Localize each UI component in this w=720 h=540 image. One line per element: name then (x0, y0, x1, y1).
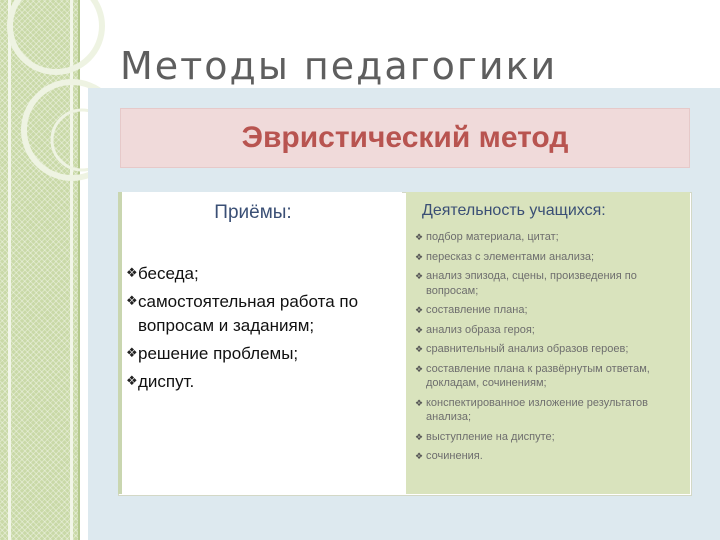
slide-title: Методы педагогики (120, 44, 558, 88)
diamond-bullet-icon: ❖ (415, 344, 424, 354)
techniques-list (128, 262, 396, 398)
list-item: ❖ сочинения. (415, 450, 483, 462)
list-item: ❖ подбор материала, цитат; (415, 231, 559, 243)
list-item: ❖ анализ эпизода, сцены, произведения по вопросам; (415, 270, 637, 297)
techniques-column (118, 192, 402, 494)
diamond-bullet-icon: ❖ (415, 324, 424, 335)
diamond-bullet-icon: ❖ (415, 251, 424, 262)
diamond-bullet-icon: ❖ (415, 271, 424, 281)
diamond-bullet-icon: ❖ (415, 232, 424, 242)
list-item: ❖ самостоятельная работа по вопросам и заданиям; (126, 292, 359, 335)
list-item: ❖ анализ образа героя; (415, 323, 535, 336)
diamond-bullet-icon: ❖ (126, 345, 138, 360)
list-item: ❖ сравнительный анализ образов героев; (415, 343, 629, 355)
diamond-bullet-icon: ❖ (415, 451, 424, 461)
list-item: ❖ диспут. (126, 372, 195, 391)
list-item: ❖ конспектированное изложение результатов анализа; (415, 396, 648, 423)
list-item: ❖ составление плана; (415, 304, 528, 316)
method-banner (120, 108, 690, 168)
student-activities-title: Деятельность учащихся: (422, 202, 606, 219)
diamond-bullet-icon: ❖ (415, 397, 424, 408)
diamond-bullet-icon: ❖ (415, 363, 424, 374)
student-activities-column (406, 192, 690, 494)
diamond-bullet-icon: ❖ (415, 431, 424, 442)
diamond-bullet-icon: ❖ (126, 293, 138, 308)
list-item: ❖ беседа; (126, 264, 199, 283)
list-item: ❖ пересказ с элементами анализа; (415, 250, 595, 263)
student-activities-list (416, 230, 684, 469)
diamond-bullet-icon: ❖ (415, 305, 424, 315)
diamond-bullet-icon: ❖ (126, 265, 138, 280)
list-item: ❖ решение проблемы; (126, 344, 299, 363)
banner-title: Эвристический метод (241, 121, 569, 154)
list-item: ❖ выступление на диспуте; (415, 430, 555, 443)
list-item: ❖ составление плана к развёрнутым ответам, докладам, сочинениям; (415, 362, 650, 389)
techniques-title: Приёмы: (214, 202, 292, 223)
diamond-bullet-icon: ❖ (126, 373, 138, 388)
